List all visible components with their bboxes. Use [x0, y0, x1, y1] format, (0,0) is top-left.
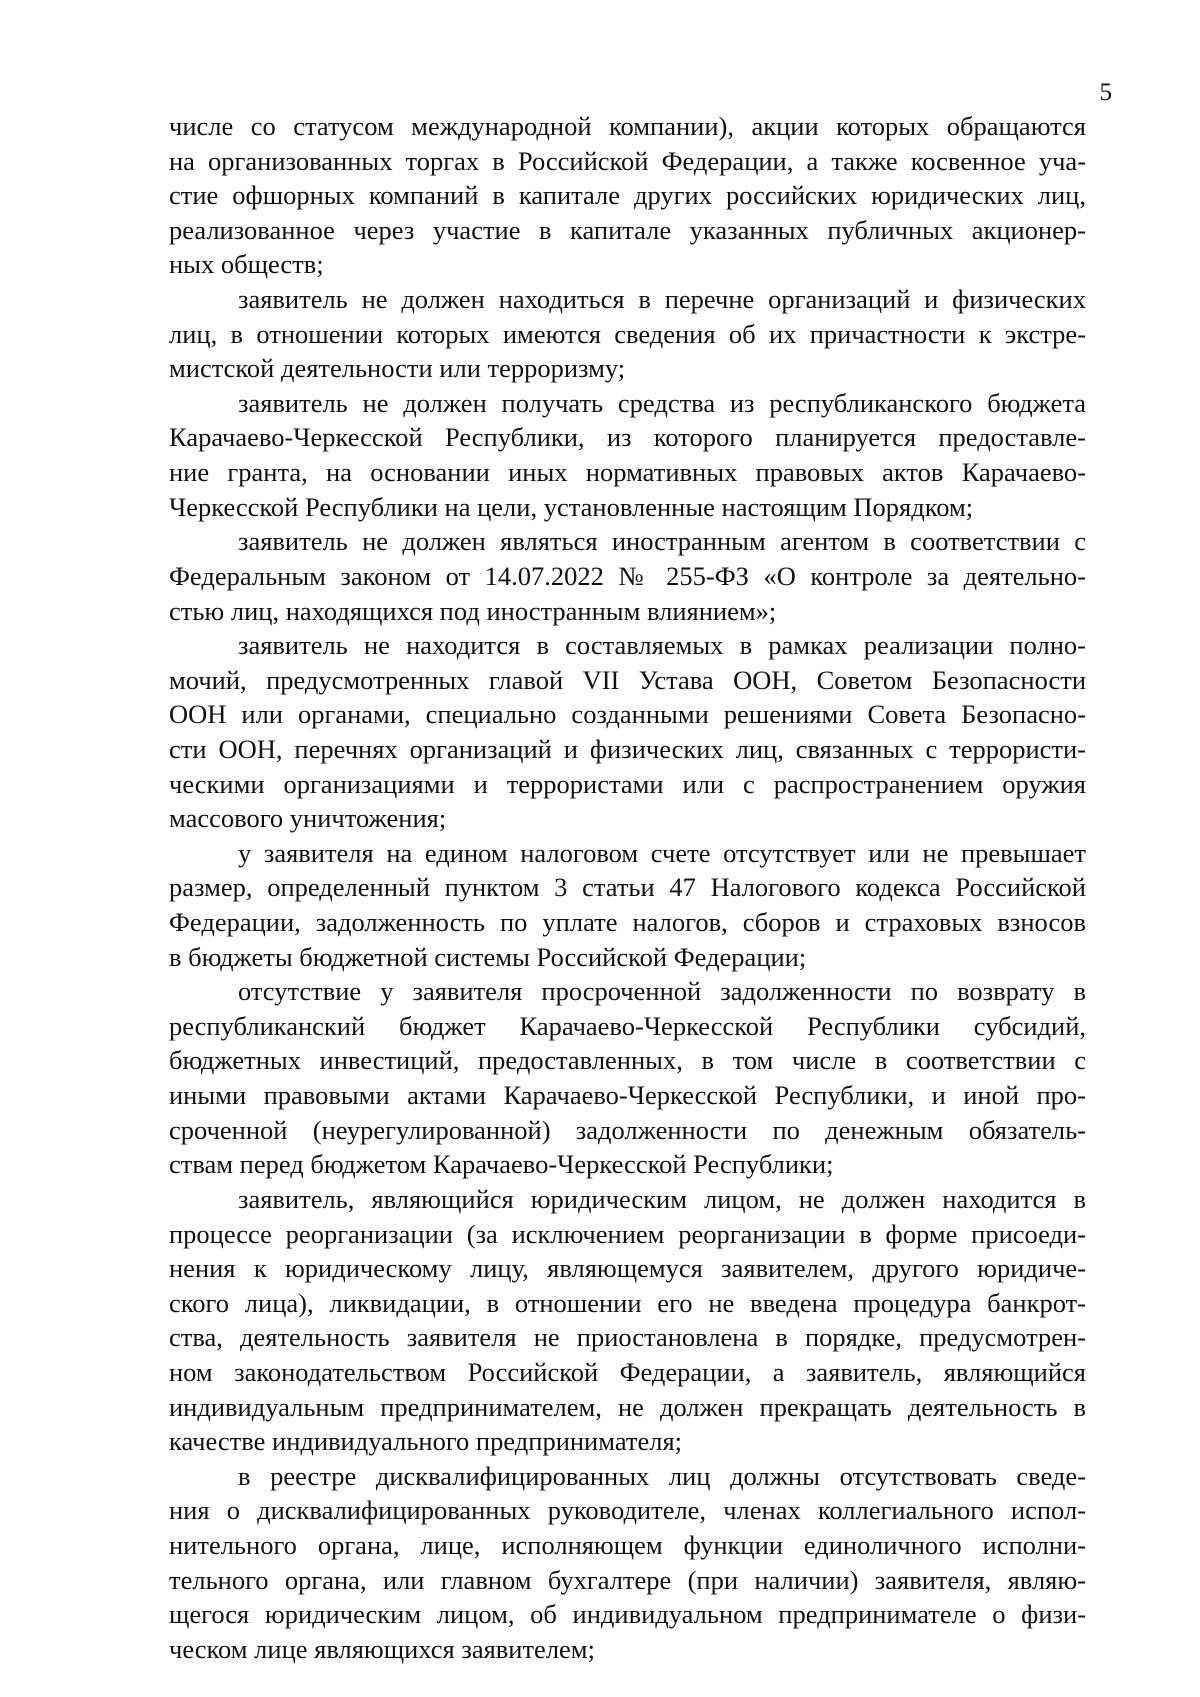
text-line: ческими организациями и террористами или с распространением оружия	[169, 768, 1086, 799]
text-line: Федеральным законом от 14.07.2022 № 255-ФЗ «О контроле за деятельно-	[169, 560, 1086, 591]
text-line: мистской деятельности или терроризму;	[169, 353, 626, 384]
text-line: стью лиц, находящихся под иностранным влиянием»;	[169, 595, 777, 626]
text-line: заявитель, являющийся юридическим лицом, не должен находится в	[238, 1183, 1086, 1214]
text-line: массового уничтожения;	[169, 803, 447, 834]
text-line: иными правовыми актами Карачаево-Черкесской Республики, и иной про-	[169, 1080, 1086, 1111]
text-line: мочий, предусмотренных главой VII Устава ООН, Советом Безопасности	[169, 664, 1086, 695]
text-line: в реестре дисквалифицированных лиц должны отсутствовать сведе-	[238, 1460, 1086, 1491]
text-line: ных обществ;	[169, 249, 324, 280]
text-line: тельного органа, или главном бухгалтере (при наличии) заявителя, являю-	[169, 1564, 1086, 1595]
text-line: заявитель не находится в составляемых в рамках реализации полно-	[238, 630, 1086, 661]
text-line: размер, определенный пунктом 3 статьи 47 Налогового кодекса Российской	[169, 872, 1086, 903]
text-line: Черкесской Республики на цели, установленные настоящим Порядком;	[169, 491, 974, 522]
text-line: ческом лице являющихся заявителем;	[169, 1633, 595, 1664]
text-line: республиканский бюджет Карачаево-Черкесской Республики субсидий,	[169, 1010, 1086, 1041]
text-line: Федерации, задолженность по уплате налогов, сборов и страховых взносов	[169, 907, 1086, 938]
text-line: заявитель не должен являться иностранным агентом в соответствии с	[238, 526, 1086, 557]
text-line: в бюджеты бюджетной системы Российской Федерации;	[169, 941, 807, 972]
page-number: 5	[1099, 79, 1112, 106]
text-line: нительного органа, лице, исполняющем функции единоличного исполни-	[169, 1529, 1086, 1560]
text-line: отсутствие у заявителя просроченной задолженности по возврату в	[238, 976, 1086, 1007]
text-line: индивидуальным предпринимателем, не должен прекращать деятельность в	[169, 1391, 1086, 1422]
text-line: процессе реорганизации (за исключением реорганизации в форме присоеди-	[169, 1218, 1086, 1249]
text-line: заявитель не должен находиться в перечне организаций и физических	[238, 284, 1086, 315]
text-line: заявитель не должен получать средства из республиканского бюджета	[238, 387, 1086, 418]
text-line: числе со статусом международной компании), акции которых обращаются	[169, 111, 1086, 141]
text-line: лиц, в отношении которых имеются сведения об их причастности к экстре-	[169, 318, 1086, 349]
text-line: реализованное через участие в капитале указанных публичных акционер-	[169, 214, 1086, 245]
text-line: нения к юридическому лицу, являющемуся заявителем, другого юридиче-	[169, 1253, 1086, 1284]
text-line: ния о дисквалифицированных руководителе, членах коллегиального испол-	[169, 1495, 1086, 1526]
text-line: бюджетных инвестиций, предоставленных, в том числе в соответствии с	[169, 1045, 1086, 1076]
text-line: щегося юридическим лицом, об индивидуальном предпринимателе о физи-	[169, 1599, 1086, 1630]
text-line: ООН или органами, специально созданными решениями Совета Безопасно-	[169, 699, 1086, 730]
text-line: ства, деятельность заявителя не приостановлена в порядке, предусмотрен-	[169, 1322, 1086, 1353]
text-line: сти ООН, перечнях организаций и физических лиц, связанных с террористи-	[169, 733, 1086, 764]
text-line: ние гранта, на основании иных нормативных правовых актов Карачаево-	[169, 457, 1086, 488]
text-line: у заявителя на едином налоговом счете отсутствует или не превышает	[238, 837, 1086, 868]
text-line: ствам перед бюджетом Карачаево-Черкесской Республики;	[169, 1149, 834, 1180]
text-line: сроченной (неурегулированной) задолженности по денежным обязатель-	[169, 1114, 1086, 1145]
text-line: качестве индивидуального предпринимателя;	[169, 1426, 683, 1457]
text-line: ном законодательством Российской Федерации, а заявитель, являющийся	[169, 1356, 1086, 1387]
text-line: стие офшорных компаний в капитале других российских юридических лиц,	[169, 180, 1086, 211]
body-text	[169, 109, 1086, 1666]
text-line: Карачаево-Черкесской Республики, из которого планируется предоставле-	[169, 422, 1086, 453]
text-line: на организованных торгах в Российской Федерации, а также косвенное уча-	[169, 145, 1086, 176]
text-line: ского лица), ликвидации, в отношении его не введена процедура банкрот-	[169, 1287, 1086, 1318]
